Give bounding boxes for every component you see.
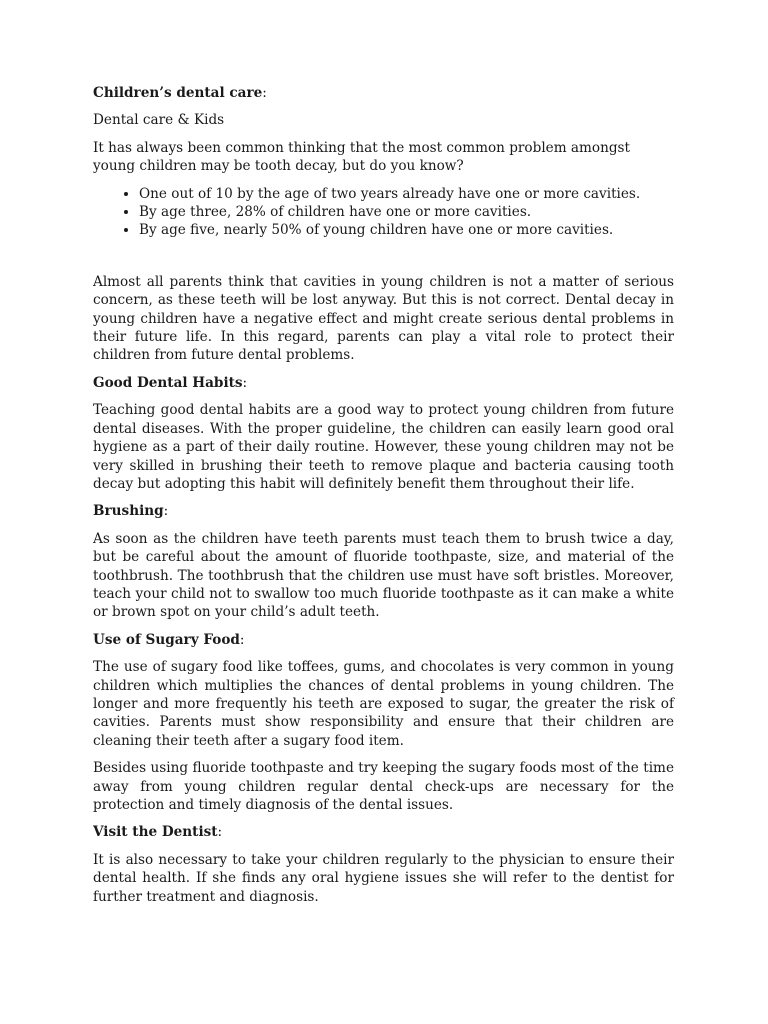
sugary-paragraph-2: Besides using fluoride toothpaste and try keeping the sugary foods most of the time away from young children regular dental check-ups are necessary for the protection and timely diagnosis of the dental issues.	[93, 760, 674, 813]
subtitle: Dental care & Kids	[93, 112, 225, 129]
dentist-paragraph: It is also necessary to take your children regularly to the physician to ensure their dental health. If she finds any oral hygiene issues she will refer to the dentist for further treatment and diagnosis.	[93, 851, 674, 905]
section-heading-brushing: Brushing:	[93, 503, 169, 520]
list-item: • By age three, 28% of children have one or more cavities.	[139, 203, 674, 221]
sugary-paragraph-1: The use of sugary food like toffees, gums, and chocolates is very common in young children which multiplies the chances of dental problems in young children. The longer and more frequently his teeth are exposed to sugar, the greater the risk of cavities. Parents must show responsibility and ensure that their children are cleaning their teeth after a sugary food item.	[93, 659, 674, 749]
habits-paragraph: Teaching good dental habits are a good way to protect young children from future dental diseases. With the proper guideline, the children can easily learn good oral hygiene as a part of their daily routine. However, these young children may not be very skilled in brushing their teeth to remove plaque and bacteria causing tooth decay but adopting this habit will definitely benefit them throughout their life.	[93, 402, 674, 492]
list-item: • By age five, nearly 50% of young children have one or more cavities.	[139, 221, 674, 239]
spacer	[93, 249, 674, 273]
section-heading-childrens-dental-care: Children’s dental care:	[93, 85, 267, 101]
brushing-paragraph: As soon as the children have teeth parents must teach them to brush twice a day, but be careful about the amount of fluoride toothpaste, size, and material of the toothbrush. The toothbrush that the children use must have soft bristles. Moreover, teach your child not to swallow too much fluoride toothpaste as it can make a white or brown spot on your child’s adult teeth.	[93, 530, 674, 621]
statistics-list	[93, 185, 674, 240]
intro-body-paragraph: Almost all parents think that cavities in young children is not a matter of serious concern, as these teeth will be lost anyway. But this is not correct. Dental decay in young children have a negative effect and might create serious dental problems in their future life. In this regard, parents can play a vital role to protect their children from future dental problems.	[93, 273, 674, 364]
section-heading-sugary-food: Use of Sugary Food:	[93, 631, 245, 648]
list-item: • One out of 10 by the age of two years already have one or more cavities.	[139, 185, 674, 203]
section-heading-good-dental-habits: Good Dental Habits:	[93, 374, 248, 391]
intro-lead-paragraph: It has always been common thinking that the most common problem amongst young children may be tooth decay, but do you know?	[93, 139, 630, 175]
section-heading-visit-dentist: Visit the Dentist:	[93, 824, 223, 841]
